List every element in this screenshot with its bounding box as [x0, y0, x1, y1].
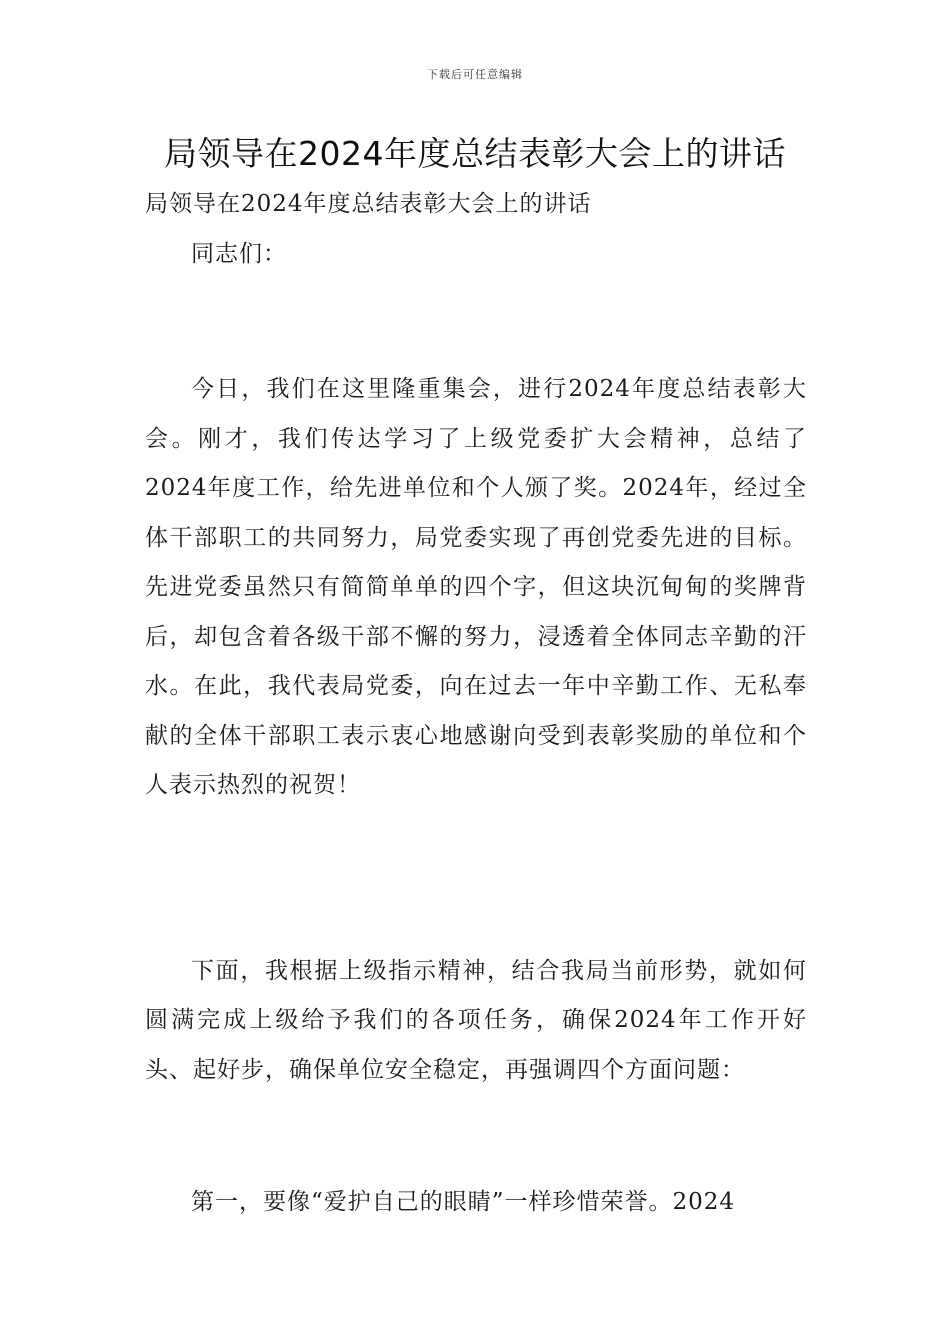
greeting: 同志们：	[191, 240, 287, 267]
paragraph-1: 今日，我们在这里隆重集会，进行2024年度总结表彰大会。刚才，我们传达学习了上级党委扩大会精神，总结了2024年度工作，给先进单位和个人颁了奖。2024年，经过全体干部职工的共同努力，局党委实现了再创党委先进的目标。先进党委虽然只有简简单单的四个字，但这块沉甸甸的奖牌背后，却包含着各级干部不懈的努力，浸透着全体同志辛勤的汗水。在此，我代表局党委，向在过去一年中辛勤工作、无私奉献的全体干部职工表示衷心地感谢向受到表彰奖励的单位和个人表示热烈的祝贺！	[145, 376, 807, 798]
document-subtitle: 局领导在2024年度总结表彰大会上的讲话	[145, 191, 592, 217]
paragraph-3: 第一，要像“爱护自己的眼睛”一样珍惜荣誉。2024	[191, 1189, 736, 1215]
document-body	[145, 180, 807, 1228]
paragraph-2: 下面，我根据上级指示精神，结合我局当前形势，就如何圆满完成上级给予我们的各项任务，确保2024年工作开好头、起好步，确保单位安全稳定，再强调四个方面问题：	[145, 957, 807, 1083]
document-title: 局领导在2024年度总结表彰大会上的讲话	[164, 134, 786, 173]
header-note: 下载后可任意编辑	[427, 68, 523, 81]
